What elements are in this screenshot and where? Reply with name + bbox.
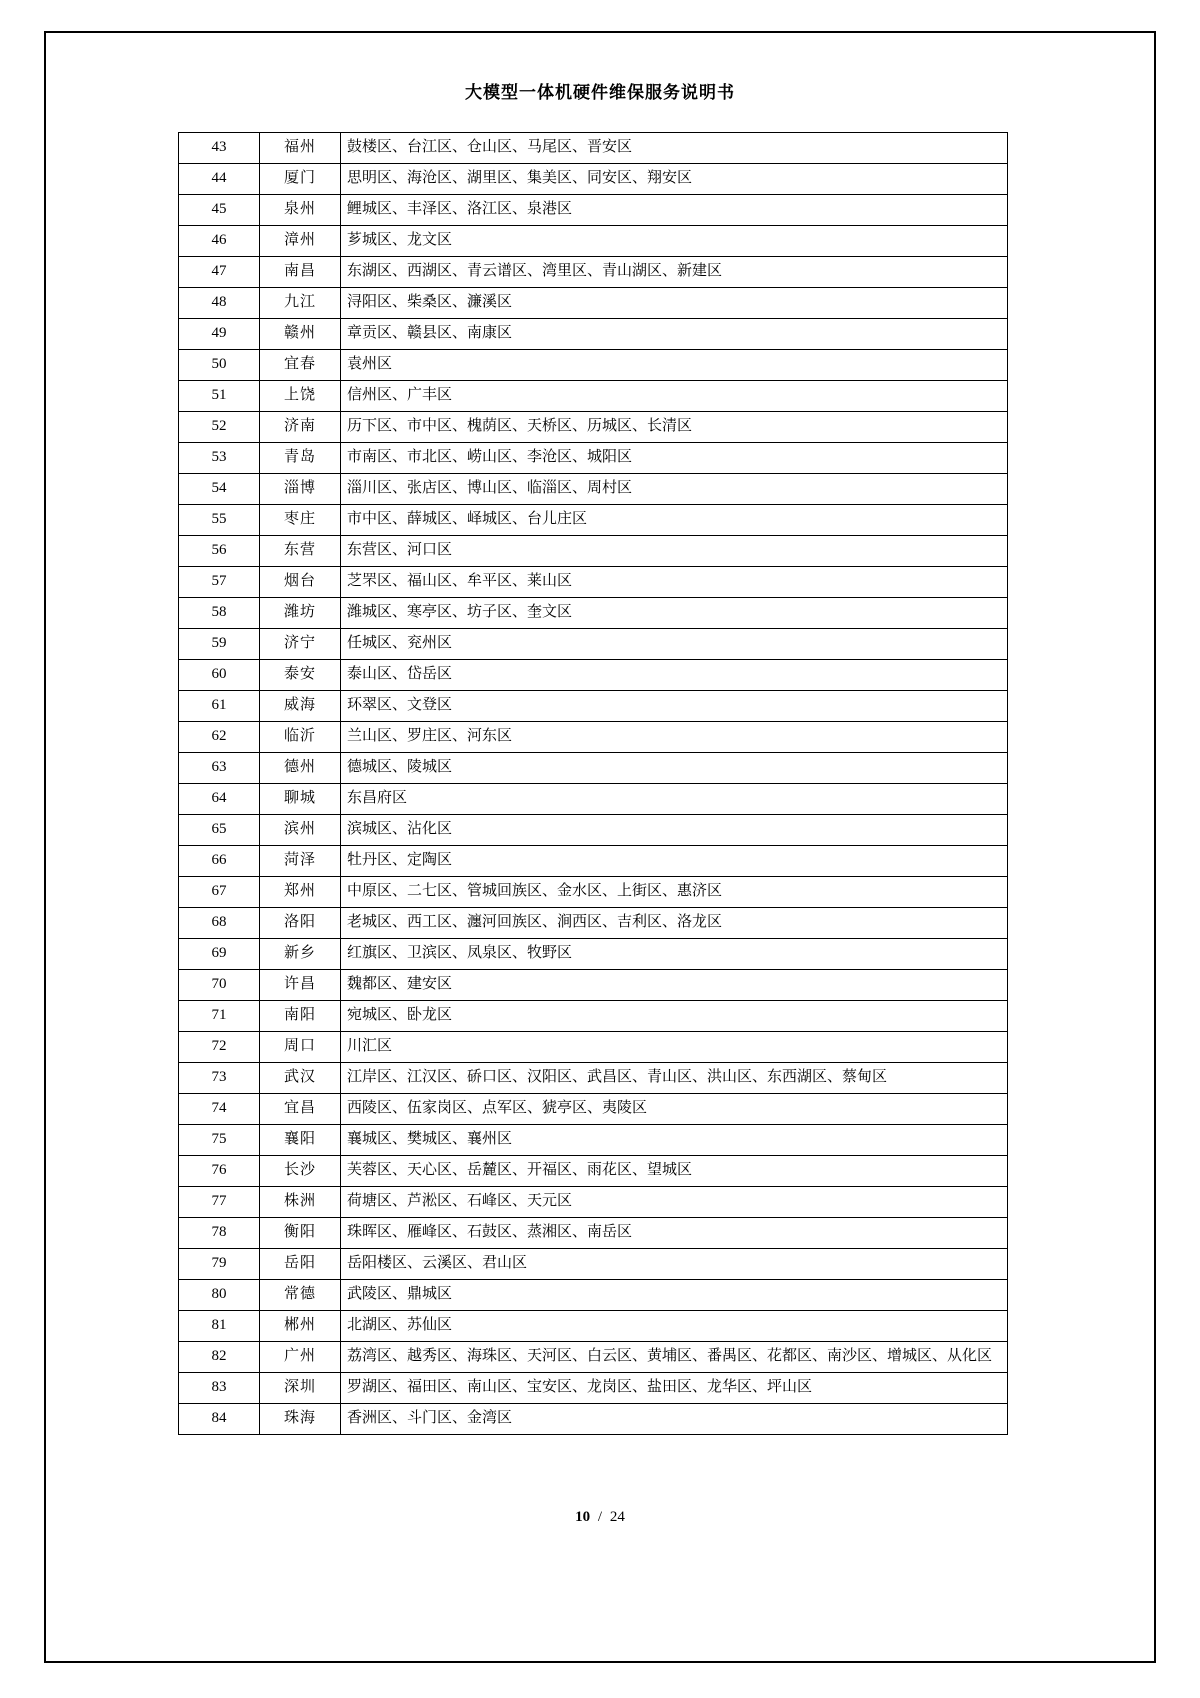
table-row [179,908,1008,939]
cell-城市: 烟台 [260,567,341,598]
table-row [179,598,1008,629]
cell-序号: 53 [179,443,260,474]
cell-城市: 聊城 [260,784,341,815]
cell-城市: 武汉 [260,1063,341,1094]
table-row [179,1373,1008,1404]
cell-序号: 62 [179,722,260,753]
table-row [179,1032,1008,1063]
cell-城市: 长沙 [260,1156,341,1187]
table-row [179,1342,1008,1373]
cell-城市: 岳阳 [260,1249,341,1280]
cell-序号: 70 [179,970,260,1001]
cell-覆盖区域: 江岸区、江汉区、硚口区、汉阳区、武昌区、青山区、洪山区、东西湖区、蔡甸区 [341,1063,1008,1094]
cell-城市: 郑州 [260,877,341,908]
table-row [179,1404,1008,1435]
cell-城市: 漳州 [260,226,341,257]
cell-城市: 枣庄 [260,505,341,536]
cell-城市: 滨州 [260,815,341,846]
cell-序号: 66 [179,846,260,877]
cell-序号: 83 [179,1373,260,1404]
cell-城市: 许昌 [260,970,341,1001]
table-row [179,815,1008,846]
table-row [179,753,1008,784]
cell-城市: 南昌 [260,257,341,288]
table-row [179,660,1008,691]
table-row [179,1094,1008,1125]
cell-序号: 76 [179,1156,260,1187]
cell-序号: 71 [179,1001,260,1032]
cell-序号: 61 [179,691,260,722]
table-row [179,133,1008,164]
cell-覆盖区域: 芗城区、龙文区 [341,226,1008,257]
cell-城市: 泰安 [260,660,341,691]
table-row [179,1156,1008,1187]
table-row [179,288,1008,319]
cell-城市: 德州 [260,753,341,784]
cell-城市: 厦门 [260,164,341,195]
cell-覆盖区域: 浔阳区、柴桑区、濂溪区 [341,288,1008,319]
table-row [179,474,1008,505]
table-row [179,1063,1008,1094]
footer-total-pages: 24 [609,1509,625,1525]
footer-separator: / [597,1509,603,1525]
cell-序号: 73 [179,1063,260,1094]
cell-覆盖区域: 袁州区 [341,350,1008,381]
table-row [179,1311,1008,1342]
cell-覆盖区域: 市中区、薛城区、峄城区、台儿庄区 [341,505,1008,536]
cell-序号: 80 [179,1280,260,1311]
table-row [179,629,1008,660]
cell-覆盖区域: 信州区、广丰区 [341,381,1008,412]
table-row [179,412,1008,443]
cell-序号: 52 [179,412,260,443]
cell-覆盖区域: 中原区、二七区、管城回族区、金水区、上街区、惠济区 [341,877,1008,908]
cell-序号: 64 [179,784,260,815]
table-row [179,350,1008,381]
cell-覆盖区域: 任城区、兖州区 [341,629,1008,660]
cell-序号: 63 [179,753,260,784]
cell-覆盖区域: 淄川区、张店区、博山区、临淄区、周村区 [341,474,1008,505]
table-row [179,319,1008,350]
cell-覆盖区域: 潍城区、寒亭区、坊子区、奎文区 [341,598,1008,629]
service-coverage-table [178,132,1008,1435]
cell-序号: 48 [179,288,260,319]
cell-城市: 常德 [260,1280,341,1311]
cell-城市: 宜春 [260,350,341,381]
cell-覆盖区域: 珠晖区、雁峰区、石鼓区、蒸湘区、南岳区 [341,1218,1008,1249]
cell-城市: 洛阳 [260,908,341,939]
table-row [179,567,1008,598]
table-row [179,536,1008,567]
table-row [179,381,1008,412]
cell-序号: 58 [179,598,260,629]
cell-序号: 54 [179,474,260,505]
table-row [179,877,1008,908]
cell-序号: 75 [179,1125,260,1156]
cell-序号: 51 [179,381,260,412]
cell-序号: 60 [179,660,260,691]
cell-覆盖区域: 武陵区、鼎城区 [341,1280,1008,1311]
table-row [179,1249,1008,1280]
cell-城市: 泉州 [260,195,341,226]
cell-城市: 郴州 [260,1311,341,1342]
cell-城市: 威海 [260,691,341,722]
table-row [179,722,1008,753]
cell-覆盖区域: 东湖区、西湖区、青云谱区、湾里区、青山湖区、新建区 [341,257,1008,288]
cell-序号: 79 [179,1249,260,1280]
cell-城市: 上饶 [260,381,341,412]
cell-序号: 46 [179,226,260,257]
cell-城市: 潍坊 [260,598,341,629]
cell-序号: 59 [179,629,260,660]
cell-覆盖区域: 宛城区、卧龙区 [341,1001,1008,1032]
cell-序号: 43 [179,133,260,164]
cell-序号: 57 [179,567,260,598]
cell-城市: 襄阳 [260,1125,341,1156]
cell-序号: 44 [179,164,260,195]
cell-城市: 广州 [260,1342,341,1373]
cell-覆盖区域: 襄城区、樊城区、襄州区 [341,1125,1008,1156]
cell-城市: 九江 [260,288,341,319]
cell-覆盖区域: 芙蓉区、天心区、岳麓区、开福区、雨花区、望城区 [341,1156,1008,1187]
cell-城市: 济宁 [260,629,341,660]
cell-序号: 74 [179,1094,260,1125]
cell-序号: 78 [179,1218,260,1249]
cell-城市: 珠海 [260,1404,341,1435]
cell-序号: 72 [179,1032,260,1063]
cell-序号: 77 [179,1187,260,1218]
cell-覆盖区域: 西陵区、伍家岗区、点军区、猇亭区、夷陵区 [341,1094,1008,1125]
cell-覆盖区域: 荷塘区、芦淞区、石峰区、天元区 [341,1187,1008,1218]
cell-城市: 临沂 [260,722,341,753]
cell-城市: 淄博 [260,474,341,505]
table-row [179,164,1008,195]
cell-覆盖区域: 老城区、西工区、瀍河回族区、涧西区、吉利区、洛龙区 [341,908,1008,939]
page-content [178,132,993,1435]
table-row [179,443,1008,474]
table-row [179,1125,1008,1156]
cell-序号: 69 [179,939,260,970]
table-row [179,1280,1008,1311]
cell-覆盖区域: 兰山区、罗庄区、河东区 [341,722,1008,753]
cell-覆盖区域: 历下区、市中区、槐荫区、天桥区、历城区、长清区 [341,412,1008,443]
cell-序号: 47 [179,257,260,288]
cell-序号: 68 [179,908,260,939]
table-row [179,784,1008,815]
cell-覆盖区域: 荔湾区、越秀区、海珠区、天河区、白云区、黄埔区、番禺区、花都区、南沙区、增城区、从化区 [341,1342,1008,1373]
table-row [179,846,1008,877]
table-row [179,226,1008,257]
table-body [179,133,1008,1435]
cell-序号: 49 [179,319,260,350]
cell-城市: 周口 [260,1032,341,1063]
cell-序号: 45 [179,195,260,226]
cell-城市: 济南 [260,412,341,443]
cell-覆盖区域: 鲤城区、丰泽区、洛江区、泉港区 [341,195,1008,226]
table-row [179,1001,1008,1032]
cell-覆盖区域: 红旗区、卫滨区、凤泉区、牧野区 [341,939,1008,970]
cell-覆盖区域: 章贡区、赣县区、南康区 [341,319,1008,350]
page-footer [0,1509,1200,1526]
footer-current-page: 10 [575,1509,591,1525]
cell-城市: 深圳 [260,1373,341,1404]
cell-序号: 56 [179,536,260,567]
cell-序号: 50 [179,350,260,381]
cell-覆盖区域: 北湖区、苏仙区 [341,1311,1008,1342]
table-row [179,939,1008,970]
cell-覆盖区域: 东营区、河口区 [341,536,1008,567]
cell-序号: 65 [179,815,260,846]
cell-覆盖区域: 东昌府区 [341,784,1008,815]
cell-序号: 55 [179,505,260,536]
cell-覆盖区域: 市南区、市北区、崂山区、李沧区、城阳区 [341,443,1008,474]
table-row [179,1187,1008,1218]
cell-序号: 82 [179,1342,260,1373]
cell-覆盖区域: 芝罘区、福山区、牟平区、莱山区 [341,567,1008,598]
cell-覆盖区域: 香洲区、斗门区、金湾区 [341,1404,1008,1435]
cell-序号: 67 [179,877,260,908]
cell-城市: 南阳 [260,1001,341,1032]
cell-城市: 菏泽 [260,846,341,877]
table-row [179,1218,1008,1249]
table-row [179,195,1008,226]
cell-序号: 84 [179,1404,260,1435]
table-row [179,505,1008,536]
cell-城市: 株洲 [260,1187,341,1218]
table-row [179,257,1008,288]
cell-覆盖区域: 鼓楼区、台江区、仓山区、马尾区、晋安区 [341,133,1008,164]
cell-覆盖区域: 罗湖区、福田区、南山区、宝安区、龙岗区、盐田区、龙华区、坪山区 [341,1373,1008,1404]
cell-覆盖区域: 魏都区、建安区 [341,970,1008,1001]
cell-城市: 赣州 [260,319,341,350]
cell-覆盖区域: 环翠区、文登区 [341,691,1008,722]
cell-覆盖区域: 滨城区、沾化区 [341,815,1008,846]
cell-覆盖区域: 泰山区、岱岳区 [341,660,1008,691]
cell-序号: 81 [179,1311,260,1342]
cell-城市: 新乡 [260,939,341,970]
cell-覆盖区域: 岳阳楼区、云溪区、君山区 [341,1249,1008,1280]
cell-覆盖区域: 牡丹区、定陶区 [341,846,1008,877]
page-header-title: 大模型一体机硬件维保服务说明书 [465,83,735,102]
cell-城市: 东营 [260,536,341,567]
table-row [179,970,1008,1001]
cell-城市: 宜昌 [260,1094,341,1125]
cell-城市: 衡阳 [260,1218,341,1249]
cell-覆盖区域: 思明区、海沧区、湖里区、集美区、同安区、翔安区 [341,164,1008,195]
cell-城市: 福州 [260,133,341,164]
table-row [179,691,1008,722]
cell-城市: 青岛 [260,443,341,474]
cell-覆盖区域: 德城区、陵城区 [341,753,1008,784]
cell-覆盖区域: 川汇区 [341,1032,1008,1063]
